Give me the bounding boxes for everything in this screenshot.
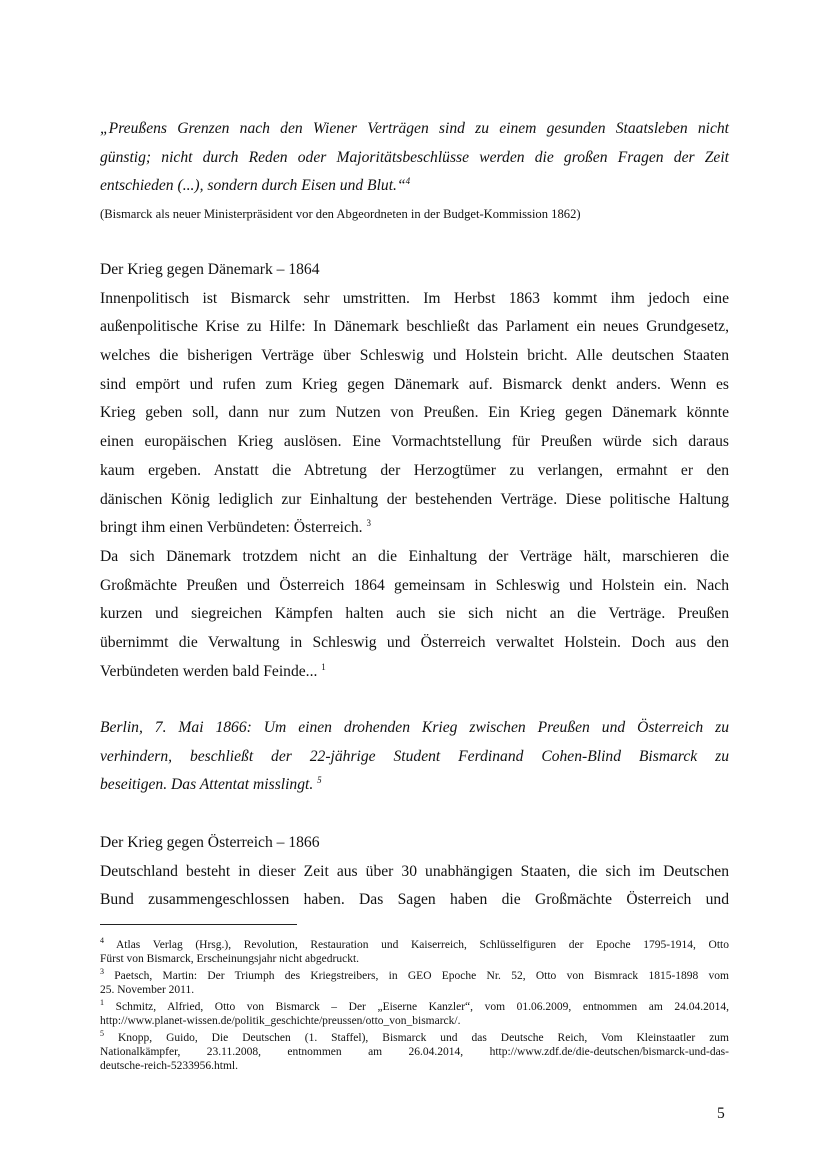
- aside-line-last: beseitigen. Das Attentat misslingt. $^5$: [100, 775, 322, 794]
- paragraph-line: Deutschland besteht in dieser Zeit aus über 30 unabhängigen Staaten, die sich im Deutschen: [100, 862, 729, 880]
- quote-line: günstig; nicht durch Reden oder Majoritätsbeschlüsse werden die großen Fragen der Zeit: [100, 148, 729, 166]
- paragraph-line: sind empört und rufen zum Krieg gegen Dänemark auf. Bismarck denkt anders. Wenn es: [100, 375, 729, 393]
- footnote-number: 1: [100, 998, 104, 1008]
- paragraph-line-last: Verbündeten werden bald Feinde... $^1$: [100, 661, 326, 680]
- paragraph-line: Großmächte Preußen und Österreich 1864 gemeinsam in Schleswig und Holstein ein. Nach: [100, 576, 729, 594]
- quote-line: „Preußens Grenzen nach den Wiener Verträgen sind zu einem gesunden Staatsleben nicht: [100, 120, 729, 137]
- quote-line-last: entschieden (...), sondern durch Eisen und Blut.“$^4$: [100, 176, 411, 195]
- section-austrian-war: [100, 829, 729, 915]
- footnote-ref: 4: [405, 176, 411, 187]
- footnote-line: http://www.planet-wissen.de/politik_geschichte/preussen/otto_von_bismarck/.: [100, 1015, 461, 1027]
- section-danish-war: [100, 256, 729, 686]
- footnote-line: Fürst von Bismarck, Erscheinungsjahr nicht abgedruckt.: [100, 953, 360, 965]
- footnote-line: Nationalkämpfer, 23.11.2008, entnommen am 26.04.2014, http://www.zdf.de/die-deutschen/bismarck-und-das-: [100, 1046, 729, 1058]
- footnote-ref: 3: [366, 518, 371, 528]
- footnote-line: $^5$ Knopp, Guido, Die Deutschen (1. Staffel), Bismarck und das Deutsche Reich, Vom Kleinstaatler zum: [100, 1029, 729, 1044]
- footnote: [100, 1000, 729, 1028]
- aside-line: Berlin, 7. Mai 1866: Um einen drohenden Krieg zwischen Preußen und Österreich zu: [100, 719, 729, 736]
- opening-quote: [100, 115, 729, 201]
- paragraph-line: einen europäischen Krieg auslösen. Eine Vormachtstellung für Preußen würde sich daraus: [100, 433, 729, 451]
- section-heading: Der Krieg gegen Österreich – 1866: [100, 834, 320, 851]
- page-number: 5: [717, 1105, 725, 1122]
- footnote-line: $^1$ Schmitz, Alfried, Otto von Bismarck – Der „Eiserne Kanzler“, vom 01.06.2009, entnommen am 24.04.2014,: [100, 998, 729, 1013]
- paragraph-line: kaum ergeben. Anstatt die Abtretung der Herzogtümer zu verlangen, ermahnt er den: [100, 461, 729, 479]
- footnote: [100, 938, 729, 966]
- footnote: [100, 969, 729, 997]
- footnote-line: $^4$ Atlas Verlag (Hrsg.), Revolution, Restauration und Kaiserreich, Schlüsselfiguren der Epoche 1795-1914, Otto: [100, 936, 729, 951]
- paragraph-line: Krieg geben soll, dann nur zum Nutzen von Preußen. Ein Krieg gegen Dänemark könnte: [100, 404, 729, 422]
- paragraph-line: Da sich Dänemark trotzdem nicht an die Einhaltung der Verträge hält, marschieren die: [100, 547, 729, 565]
- footnote-line: 25. November 2011.: [100, 984, 195, 996]
- paragraph-line: Innenpolitisch ist Bismarck sehr umstritten. Im Herbst 1863 kommt ihm jedoch eine: [100, 289, 729, 307]
- footnote-number: 5: [100, 1029, 104, 1039]
- paragraph-line: welches die bisherigen Verträge über Schleswig und Holstein bricht. Alle deutschen Staaten: [100, 347, 729, 365]
- paragraph-line-last: bringt ihm einen Verbündeten: Österreich. $^3$: [100, 518, 371, 537]
- paragraph-line: Bund zusammengeschlossen haben. Das Sagen haben die Großmächte Österreich und: [100, 891, 729, 909]
- quote-source: (Bismarck als neuer Ministerpräsident vor den Abgeordneten in der Budget-Kommission 1862): [100, 207, 581, 221]
- footnote-number: 3: [100, 967, 104, 977]
- footnote: [100, 1031, 729, 1073]
- footnote-line: deutsche-reich-5233956.html.: [100, 1060, 238, 1072]
- footnote-number: 4: [100, 936, 104, 946]
- footnotes: [100, 938, 729, 1073]
- section-heading: Der Krieg gegen Dänemark – 1864: [100, 261, 320, 278]
- aside-line: verhindern, beschließt der 22-jährige Student Ferdinand Cohen-Blind Bismarck zu: [100, 747, 729, 765]
- footnote-ref: 5: [317, 775, 322, 786]
- paragraph-line: außenpolitische Krise zu Hilfe: In Dänemark beschließt das Parlament ein neues Grundgesetz,: [100, 318, 729, 336]
- paragraph-line: übernimmt die Verwaltung in Schleswig und Österreich verwaltet Holstein. Doch aus den: [100, 633, 729, 651]
- footnote-line: $^3$ Paetsch, Martin: Der Triumph des Kriegstreibers, in GEO Epoche Nr. 52, Otto von Bismrack 1815-1898 vom: [100, 967, 729, 982]
- paragraph-line: dänischen König lediglich zur Einhaltung der bestehenden Verträge. Diese politische Haltung: [100, 490, 729, 508]
- footnote-separator: [100, 924, 297, 925]
- paragraph-line: kurzen und siegreichen Kämpfen halten auch sie sich nicht an die Verträge. Preußen: [100, 605, 729, 623]
- footnote-ref: 1: [321, 661, 326, 672]
- assassination-aside: [100, 714, 729, 800]
